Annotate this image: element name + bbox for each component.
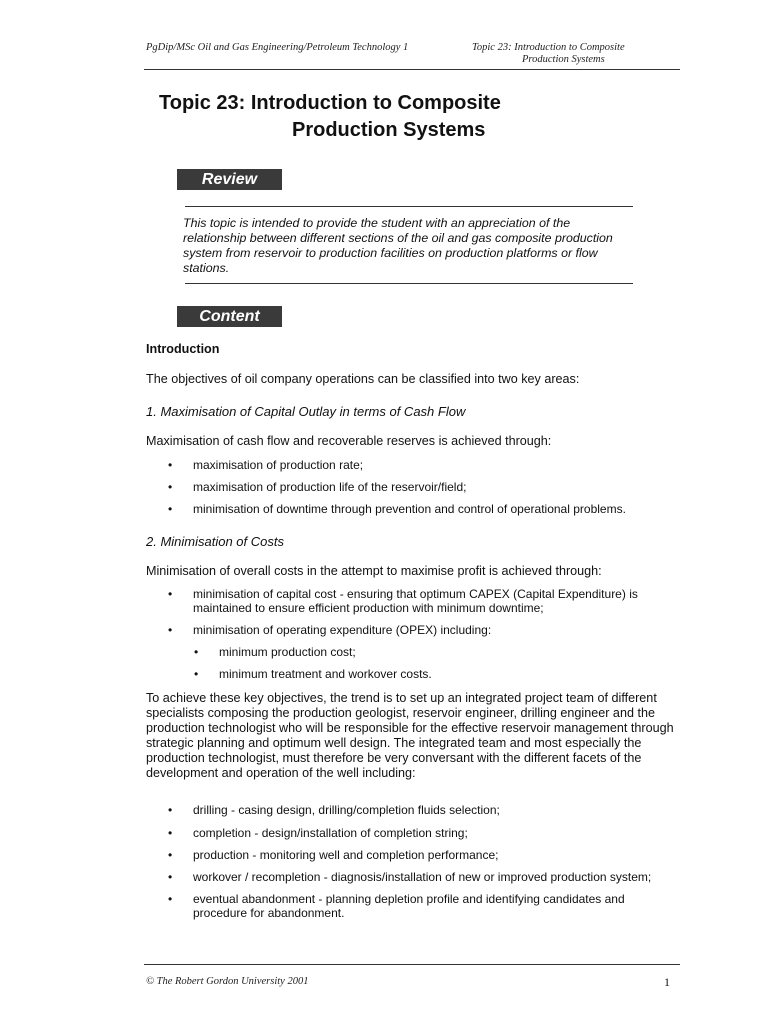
page-number: 1 [664,975,670,989]
list-item: • drilling - casing design, drilling/completion fluids selection; [168,803,500,817]
bullet-icon: • [168,587,173,601]
review-badge: Review [177,169,282,190]
bullet-icon: • [168,803,173,817]
list-item: • workover / recompletion - diagnosis/installation of new or improved production system; [168,870,652,884]
footer-rule [144,964,680,965]
content-badge: Content [177,306,282,327]
bullet-icon: • [168,848,173,862]
list-item: • minimum treatment and workover costs. [194,667,432,681]
integrated-team-paragraph: To achieve these key objectives, the trend is to set up an integrated project team of different specialists composing the production geologist, reservoir engineer, drilling engineer and the production technologist who will be responsible for the effective reservoir management through strategic planning and optimum well design. The integrated team and most especially the production technologist, must therefore be very conversant with the different facets of the development and operation of the well including: [146,691,674,780]
running-header-right-line1: Topic 23: Introduction to Composite [472,42,625,53]
bullet-icon: • [194,667,199,681]
footer-copyright: © The Robert Gordon University 2001 [146,976,309,987]
section1-heading: 1. Maximisation of Capital Outlay in terms of Cash Flow [146,404,466,419]
intro-text: The objectives of oil company operations can be classified into two key areas: [146,372,580,386]
list-item: • minimisation of downtime through prevention and control of operational problems. [168,502,626,516]
list-item: • minimisation of capital cost - ensuring that optimum CAPEX (Capital Expenditure) is maintained to ensure efficient production with minimum downtime; [168,587,638,615]
running-header-left: PgDip/MSc Oil and Gas Engineering/Petroleum Technology 1 [146,42,409,53]
page-title-line1: Topic 23: Introduction to Composite [159,92,501,114]
running-header-right-line2: Production Systems [522,54,605,65]
list-item: • maximisation of production rate; [168,458,364,472]
section1-bullet-list [168,458,673,516]
intro-heading: Introduction [146,342,220,356]
bullet-icon: • [168,870,173,884]
review-bottom-rule [185,283,633,284]
list-item: • minimum production cost; [194,645,356,659]
bullet-icon: • [168,826,173,840]
section2-bullet-list [168,587,663,637]
section2-heading: 2. Minimisation of Costs [146,534,284,549]
bullet-icon: • [168,892,173,906]
section2-sub-bullet-list [194,645,659,681]
bullet-icon: • [168,458,173,472]
facets-bullet-list [168,803,668,920]
section1-lead: Maximisation of cash flow and recoverable reserves is achieved through: [146,434,552,448]
review-text: This topic is intended to provide the student with an appreciation of the relationship between different sections of the oil and gas composite production system from reservoir to production facilities on production platforms or flow stations. [183,216,613,275]
bullet-icon: • [168,502,173,516]
review-top-rule [185,206,633,207]
section2-lead: Minimisation of overall costs in the attempt to maximise profit is achieved through: [146,564,602,578]
list-item: • eventual abandonment - planning depletion profile and identifying candidates and procedure for abandonment. [168,892,625,920]
bullet-icon: • [168,623,173,637]
list-item: • maximisation of production life of the reservoir/field; [168,480,467,494]
bullet-icon: • [194,645,199,659]
bullet-icon: • [168,480,173,494]
list-item: • production - monitoring well and completion performance; [168,848,499,862]
list-item: • minimisation of operating expenditure (OPEX) including: [168,623,492,637]
header-rule [144,69,680,70]
list-item: • completion - design/installation of completion string; [168,826,468,840]
page-title-line2: Production Systems [292,119,486,141]
